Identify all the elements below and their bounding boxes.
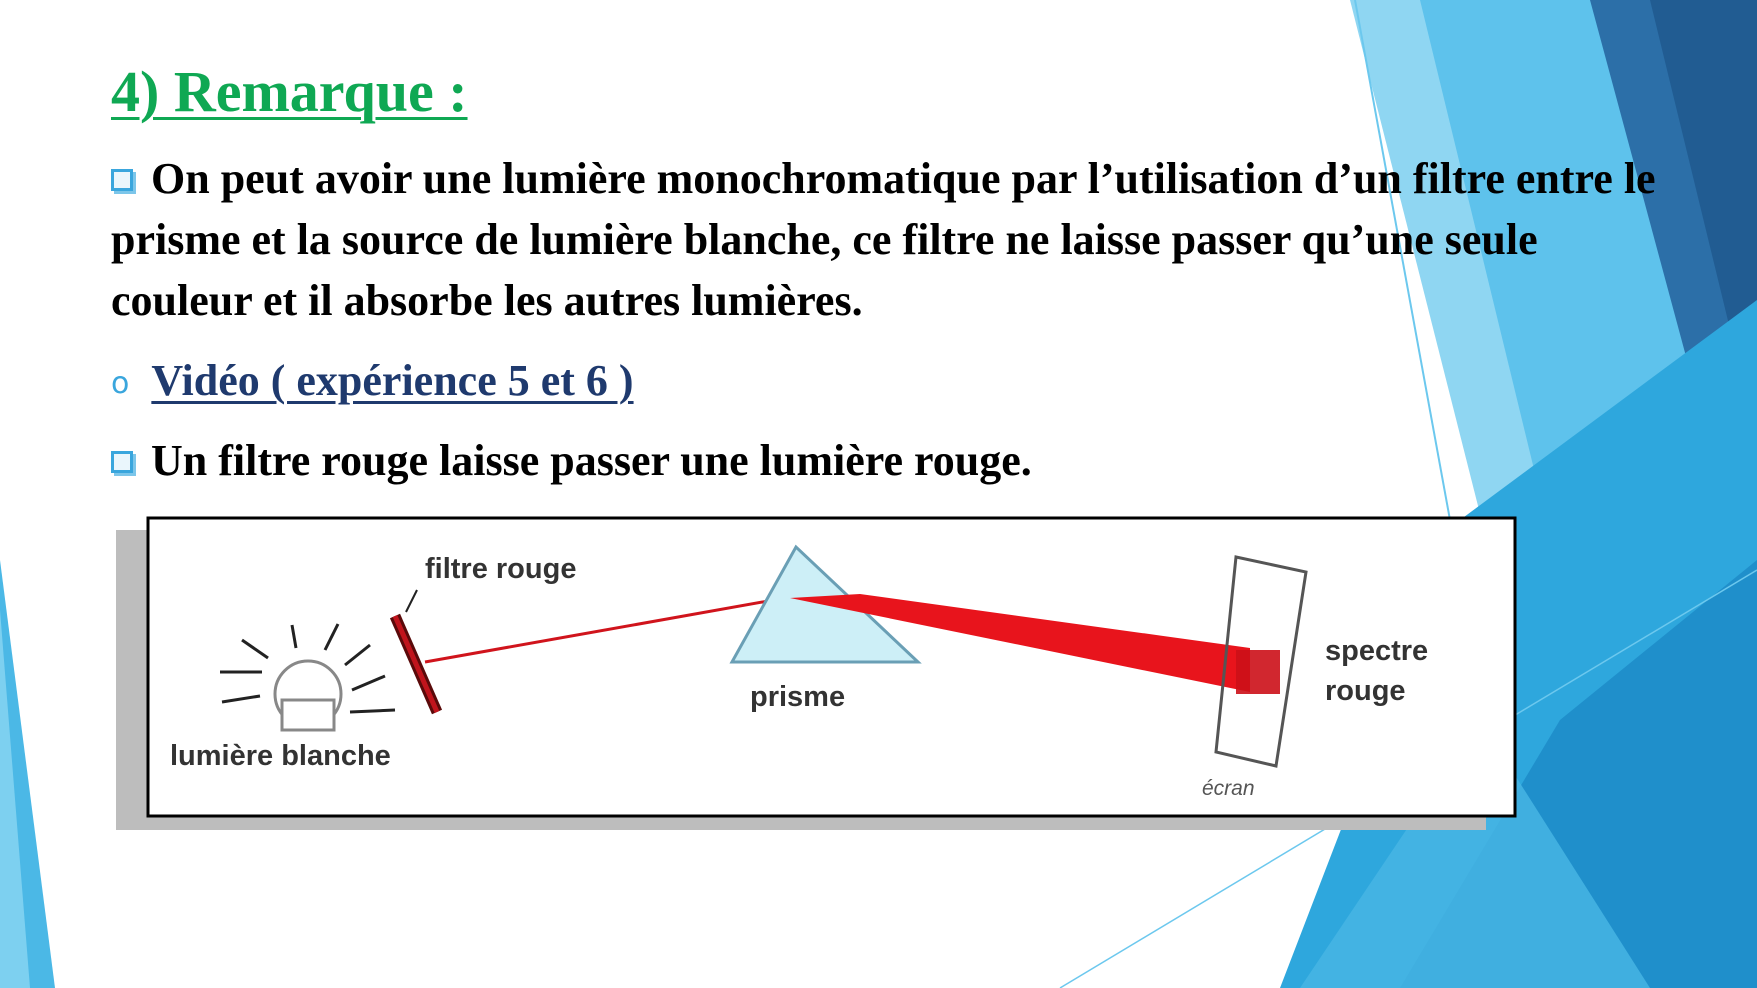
paragraph-text: On peut avoir une lumière monochromatique par l’utilisation d’un filtre entre le prisme et la source de lumière blanche, ce filtre ne laisse passer qu’une seule couleur et il absorbe les autres lumières. bbox=[111, 154, 1656, 325]
red-spot bbox=[1236, 650, 1280, 694]
label-ecran: écran bbox=[1202, 777, 1255, 800]
filter-sentence-text: Un filtre rouge laisse passer une lumière rouge. bbox=[151, 436, 1032, 485]
video-link[interactable]: Vidéo ( expérience 5 et 6 ) bbox=[151, 356, 634, 405]
label-rouge: rouge bbox=[1325, 675, 1406, 707]
label-prisme: prisme bbox=[750, 681, 846, 713]
circle-bullet-icon: o bbox=[111, 366, 130, 401]
label-lumiere-blanche: lumière blanche bbox=[170, 740, 391, 772]
label-filtre-rouge: filtre rouge bbox=[425, 553, 577, 585]
slide-title: 4) Remarque : bbox=[111, 59, 468, 124]
label-spectre: spectre bbox=[1325, 635, 1429, 667]
